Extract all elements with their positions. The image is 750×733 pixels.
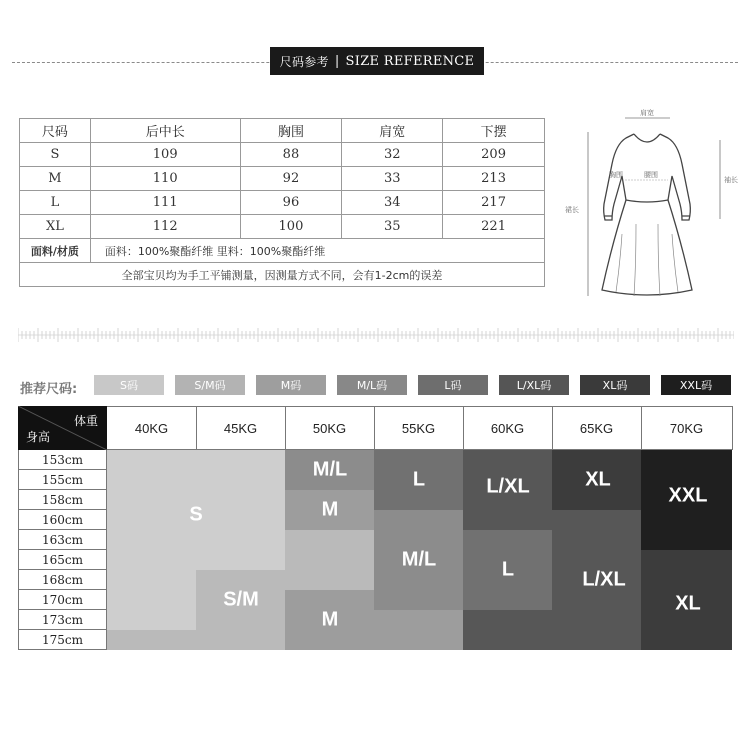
weight-cell: 45KG (196, 406, 286, 450)
legend-chip-lxl: L/XL码 (499, 375, 569, 395)
zone-lxl (463, 610, 552, 650)
material-row (20, 239, 545, 263)
height-header: 身高 (26, 430, 51, 444)
zone-label-lxl: L/XL (486, 475, 530, 498)
measurement-note: 全部宝贝均为手工平铺测量，因测量方式不同，会有1-2cm的误差 (20, 263, 545, 287)
cell-value: 109 (90, 143, 240, 167)
header-back-length: 后中长 (90, 119, 240, 143)
weight-cell: 70KG (641, 406, 733, 450)
zone-label-l: L (501, 558, 515, 581)
shoulder-label: 肩宽 (640, 109, 654, 117)
cell-value: 111 (90, 191, 240, 215)
note-row (20, 263, 545, 287)
legend-chip-xxl: XXL码 (661, 375, 731, 395)
cell-value: 33 (342, 167, 443, 191)
legend-chip-l: L码 (418, 375, 488, 395)
zone-label-sm: S/M (223, 588, 259, 611)
size-recommendation-grid (18, 406, 734, 650)
zone-sm (285, 530, 374, 590)
table-row (20, 215, 545, 239)
zone-label-l: L (412, 468, 426, 491)
header-size: 尺码 (20, 119, 91, 143)
zone-label-xxl: XXL (668, 484, 708, 507)
waist-label: 腰围 (644, 171, 658, 179)
cell-value: 110 (90, 167, 240, 191)
weight-cell: 65KG (552, 406, 642, 450)
title-separator: | (334, 53, 340, 69)
zone-label-s: S (189, 503, 203, 526)
legend-chip-s: S码 (94, 375, 164, 395)
zone-label-m: M (321, 608, 339, 631)
legend-chip-ml: M/L码 (337, 375, 407, 395)
cell-size: XL (20, 215, 91, 239)
cell-value: 34 (342, 191, 443, 215)
table-row (20, 167, 545, 191)
material-label: 面料/材质 (20, 239, 91, 263)
size-table (19, 118, 545, 287)
cell-size: L (20, 191, 91, 215)
cell-value: 88 (240, 143, 342, 167)
zone-label-m: M (321, 498, 339, 521)
height-cell: 170cm (18, 590, 107, 610)
zone-m (374, 630, 463, 650)
legend-chip-m: M码 (256, 375, 326, 395)
cell-size: S (20, 143, 91, 167)
weight-header: 体重 (73, 414, 98, 428)
height-cell: 158cm (18, 490, 107, 510)
grid-corner (18, 406, 107, 450)
cell-value: 92 (240, 167, 342, 191)
height-cell: 165cm (18, 550, 107, 570)
height-cell: 173cm (18, 610, 107, 630)
decorative-ruler (18, 326, 734, 344)
weight-cell: 55KG (374, 406, 464, 450)
height-cell: 160cm (18, 510, 107, 530)
header-bust: 胸围 (240, 119, 342, 143)
height-cell: 168cm (18, 570, 107, 590)
weight-cell: 60KG (463, 406, 553, 450)
zone-sm (107, 630, 285, 650)
title-zh: 尺码参考 (279, 54, 329, 69)
table-row (20, 191, 545, 215)
size-table-header (20, 119, 545, 143)
material-text: 面料：100%聚酯纤维 里料：100%聚酯纤维 (90, 239, 544, 263)
zone-s (107, 570, 196, 630)
cell-value: 221 (443, 215, 545, 239)
cell-value: 213 (443, 167, 545, 191)
height-cell: 155cm (18, 470, 107, 490)
dress-diagram (560, 104, 745, 304)
zone-m (374, 610, 463, 630)
zone-label-lxl: L/XL (582, 568, 626, 591)
cell-value: 217 (443, 191, 545, 215)
cell-size: M (20, 167, 91, 191)
legend-chip-sm: S/M码 (175, 375, 245, 395)
section-title (270, 47, 484, 75)
chest-label: 胸围 (609, 171, 623, 179)
cell-value: 100 (240, 215, 342, 239)
height-cell: 175cm (18, 630, 107, 650)
header-hem: 下摆 (443, 119, 545, 143)
weight-cell: 50KG (285, 406, 375, 450)
length-label: 裙长 (565, 206, 579, 214)
title-en: SIZE REFERENCE (345, 53, 475, 69)
header-shoulder: 肩宽 (342, 119, 443, 143)
dress-outline (602, 134, 692, 296)
sleeve-label: 袖长 (724, 176, 738, 184)
zone-label-xl: XL (585, 468, 611, 491)
legend-chip-xl: XL码 (580, 375, 650, 395)
cell-value: 112 (90, 215, 240, 239)
height-cell: 153cm (18, 450, 107, 470)
weight-cell: 40KG (107, 406, 197, 450)
zone-label-ml: M/L (401, 548, 437, 571)
cell-value: 35 (342, 215, 443, 239)
cell-value: 96 (240, 191, 342, 215)
cell-value: 32 (342, 143, 443, 167)
recommend-label: 推荐尺码: (20, 382, 78, 397)
cell-value: 209 (443, 143, 545, 167)
zone-label-ml: M/L (312, 458, 348, 481)
table-row (20, 143, 545, 167)
zone-label-xl: XL (675, 592, 701, 615)
height-cell: 163cm (18, 530, 107, 550)
